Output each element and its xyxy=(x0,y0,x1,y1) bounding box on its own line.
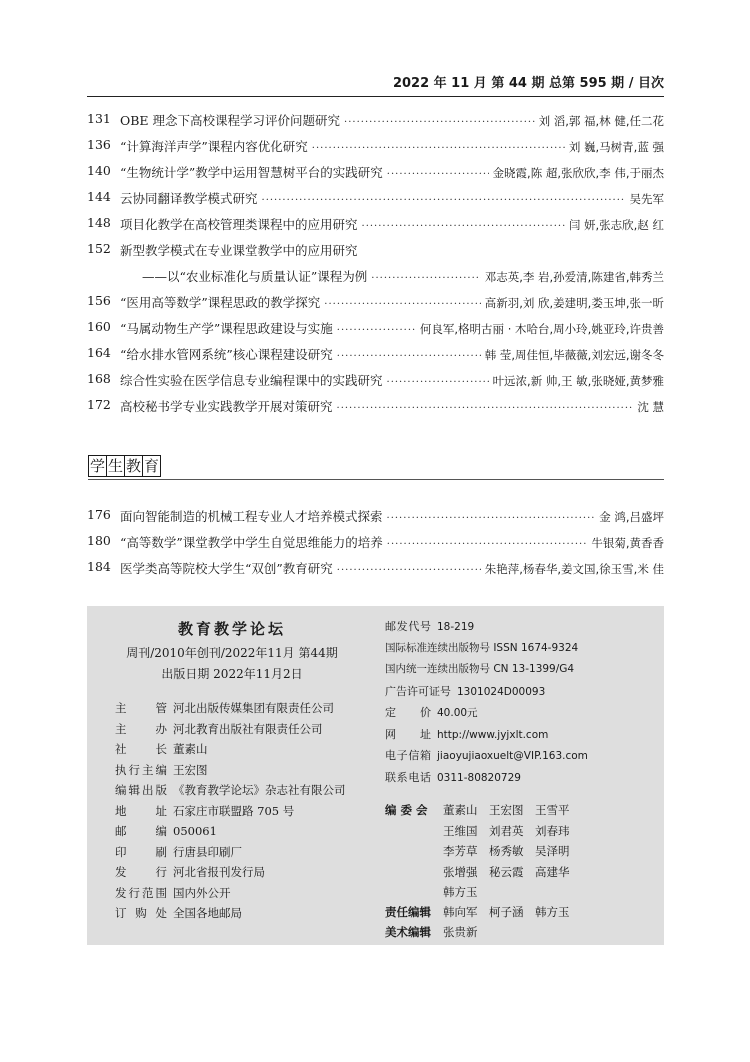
toc-authors: 韩 莹,周佳恒,毕薇薇,刘宏远,谢冬冬 xyxy=(484,348,664,362)
toc-title: “计算海洋声学”课程内容优化研究 xyxy=(120,139,308,154)
toc-list-2 xyxy=(87,503,664,581)
toc-page-number: 180 xyxy=(87,533,111,548)
toc-line xyxy=(142,267,664,285)
publication-info-row xyxy=(385,747,588,763)
publication-info-row xyxy=(385,683,545,699)
magazine-issue: 周刊/2010年创刊/2022年11月 第44期 xyxy=(126,646,338,660)
toc-page-number: 140 xyxy=(87,163,111,178)
toc-entry[interactable] xyxy=(87,341,664,367)
toc-entry[interactable] xyxy=(87,367,664,393)
dot-leader xyxy=(387,169,489,180)
toc-page-number: 136 xyxy=(87,137,111,152)
masthead-info-row xyxy=(115,782,346,798)
info-value: 河北教育出版社有限责任公司 xyxy=(173,721,323,736)
editorial-board-row xyxy=(443,864,581,880)
dot-leader xyxy=(337,351,481,362)
toc-authors: 邓志英,李 岩,孙爱清,陈建省,韩秀兰 xyxy=(484,270,664,284)
toc-entry[interactable] xyxy=(87,529,664,555)
toc-line xyxy=(120,559,664,577)
info-key: 电子信箱 xyxy=(385,749,431,762)
board-member-name: 秘云霞 xyxy=(489,864,524,879)
info-key: 广告许可证号 xyxy=(385,684,451,698)
masthead-info-row xyxy=(115,905,242,921)
toc-page-number: 168 xyxy=(87,371,111,386)
toc-entry[interactable] xyxy=(87,315,664,341)
toc-page-number: 176 xyxy=(87,507,111,522)
toc-page-number: 156 xyxy=(87,293,111,308)
editor-name: 柯子涵 xyxy=(489,905,524,919)
info-value: 1301024D00093 xyxy=(457,685,546,698)
editorial-board-row xyxy=(443,802,581,818)
toc-title: 面向智能制造的机械工程专业人才培养模式探索 xyxy=(120,509,383,524)
dot-leader xyxy=(337,565,481,576)
toc-line xyxy=(120,507,664,525)
info-value: 40.00元 xyxy=(437,707,478,719)
page-header: 2022 年 11 月 第 44 期 总第 595 期 / 目次 xyxy=(392,76,664,91)
dot-leader xyxy=(371,273,480,284)
header-divider xyxy=(87,96,664,97)
info-key: 订购处 xyxy=(115,906,167,920)
info-key: 定价 xyxy=(385,706,431,719)
toc-authors: 高新羽,刘 欣,姜建明,娄玉坤,张一昕 xyxy=(484,296,664,310)
toc-page-number: 184 xyxy=(87,559,111,574)
toc-title: 新型教学模式在专业课堂教学中的应用研究 xyxy=(120,243,358,258)
toc-line xyxy=(120,371,664,389)
board-member-name: 王维国 xyxy=(443,823,478,838)
toc-title: 项目化教学在高校管理类课程中的应用研究 xyxy=(120,217,358,232)
toc-line xyxy=(120,293,664,311)
toc-entry[interactable] xyxy=(87,159,664,185)
dot-leader xyxy=(262,195,626,206)
masthead-right xyxy=(385,606,664,945)
toc-entry[interactable] xyxy=(87,289,664,315)
toc-list-1 xyxy=(87,107,664,419)
info-key: 邮编 xyxy=(115,824,167,838)
section-title-char: 生 xyxy=(108,457,124,475)
masthead-info-row xyxy=(115,823,217,839)
dot-leader xyxy=(324,299,480,310)
publication-info-row xyxy=(385,769,521,785)
toc-authors: 牛银菊,黄香香 xyxy=(591,536,664,550)
masthead-info-row xyxy=(115,844,242,860)
toc-authors: 金晓霞,陈 超,张欣欣,李 伟,于丽杰 xyxy=(492,166,664,180)
info-value: 18-219 xyxy=(437,621,475,633)
dot-leader xyxy=(362,221,565,232)
masthead-info-row xyxy=(115,864,265,880)
toc-entry[interactable] xyxy=(87,393,664,419)
info-value: 王宏图 xyxy=(173,762,208,777)
toc-title: ——以“农业标准化与质量认证”课程为例 xyxy=(142,269,368,284)
editorial-board-row xyxy=(443,843,581,859)
responsible-editor-label: 责任编辑 xyxy=(385,905,431,919)
masthead-panel xyxy=(87,606,664,945)
board-member-name: 李芳草 xyxy=(443,844,478,858)
info-key: 主管 xyxy=(115,701,167,715)
info-value: 全国各地邮局 xyxy=(173,906,242,920)
info-value: 《教育教学论坛》杂志社有限公司 xyxy=(173,783,346,797)
board-member-name: 韩方玉 xyxy=(443,885,478,899)
section-title-student-education xyxy=(88,455,160,477)
publication-info-row xyxy=(385,661,574,676)
toc-title: 医学类高等院校大学生“双创”教育研究 xyxy=(120,561,333,576)
info-value: 董素山 xyxy=(173,742,208,756)
masthead-info-row xyxy=(115,700,334,716)
section-title-char: 教 xyxy=(126,457,142,475)
toc-authors: 朱艳萍,杨春华,姜文国,徐玉雪,米 佳 xyxy=(484,562,664,576)
info-value: 050061 xyxy=(173,824,217,838)
board-member-name: 吴泽明 xyxy=(535,844,570,858)
toc-title: OBE 理念下高校课程学习评价问题研究 xyxy=(120,113,341,128)
editorial-board-label: 编 委 会 xyxy=(385,803,428,817)
masthead-info-row xyxy=(115,803,294,819)
info-value: 0311-80820729 xyxy=(437,771,521,784)
info-key: 联系电话 xyxy=(385,770,431,784)
toc-line xyxy=(120,319,664,337)
editor-name: 韩向军 xyxy=(443,905,478,919)
magazine-name: 教育教学论坛 xyxy=(177,620,286,638)
dot-leader xyxy=(387,539,588,550)
board-member-name: 杨秀敏 xyxy=(489,844,524,858)
toc-line xyxy=(120,215,664,233)
info-value: 河北省报刊发行局 xyxy=(173,865,265,879)
board-member-name: 刘君英 xyxy=(489,823,524,838)
dot-leader xyxy=(387,377,489,388)
section-title-char: 学 xyxy=(90,457,106,475)
toc-page-number: 164 xyxy=(87,345,111,360)
toc-title: 高校秘书学专业实践教学开展对策研究 xyxy=(120,399,333,414)
info-value: 河北出版传媒集团有限责任公司 xyxy=(173,701,334,715)
masthead-info-row xyxy=(115,885,231,901)
art-editors xyxy=(443,924,489,940)
toc-authors: 闫 妍,张志欣,赵 红 xyxy=(568,218,664,232)
toc-authors: 金 鸿,吕盛坪 xyxy=(599,510,664,524)
info-value: jiaoyujiaoxuelt@VIP.163.com xyxy=(437,750,588,762)
masthead-left xyxy=(87,606,377,945)
section-title-char: 育 xyxy=(144,457,160,475)
info-value: 国内外公开 xyxy=(173,885,231,900)
dot-leader xyxy=(312,143,565,154)
toc-line xyxy=(120,345,664,363)
toc-entry[interactable] xyxy=(87,185,664,211)
info-value: 行唐县印刷厂 xyxy=(173,844,242,859)
toc-page-number: 131 xyxy=(87,111,111,126)
toc-authors: 何良军,格明古丽 · 木哈台,周小玲,姚亚玲,许贵善 xyxy=(419,322,664,336)
toc-line xyxy=(120,533,664,551)
toc-title: “给水排水管网系统”核心课程建设研究 xyxy=(120,347,333,362)
toc-authors: 沈 慧 xyxy=(637,400,664,414)
toc-page-number: 160 xyxy=(87,319,111,334)
toc-page-number: 144 xyxy=(87,189,111,204)
publication-info-row xyxy=(385,704,478,720)
toc-title: “马属动物生产学”课程思政建设与实施 xyxy=(120,321,333,336)
board-member-name: 刘春玮 xyxy=(535,823,570,838)
toc-entry[interactable] xyxy=(87,107,664,133)
board-member-name: 王宏图 xyxy=(489,803,524,817)
board-member-name: 张增强 xyxy=(443,864,478,879)
info-key: 发行范围 xyxy=(115,885,167,900)
toc-authors: 吴先军 xyxy=(629,192,664,206)
toc-entry[interactable] xyxy=(87,503,664,529)
dot-leader xyxy=(344,117,535,128)
info-key: 编辑出版 xyxy=(115,783,167,797)
toc-line xyxy=(120,189,664,207)
publication-info-row xyxy=(385,726,548,742)
toc-authors: 刘 巍,马树青,蓝 强 xyxy=(568,140,664,154)
toc-line xyxy=(120,137,664,155)
board-member-name: 董素山 xyxy=(443,803,478,817)
editor-name: 张贵新 xyxy=(443,925,478,939)
dot-leader xyxy=(337,403,634,414)
masthead-info-row xyxy=(115,762,208,778)
info-value: 石家庄市联盟路 705 号 xyxy=(173,803,295,818)
toc-page-number: 148 xyxy=(87,215,111,230)
dot-leader xyxy=(387,513,596,524)
toc-authors: 叶远浓,新 帅,王 敏,张晓娅,黄梦雅 xyxy=(492,374,664,388)
info-key: 执行主编 xyxy=(115,762,167,777)
responsible-editors xyxy=(443,904,581,920)
toc-authors: 刘 滔,郭 福,林 健,任二花 xyxy=(538,114,664,128)
toc-entry[interactable] xyxy=(87,263,664,289)
masthead-info-row xyxy=(115,721,323,737)
dot-leader xyxy=(337,325,416,336)
editorial-board-row xyxy=(443,884,489,900)
editorial-board-row xyxy=(443,823,581,839)
info-value: http://www.jyjxlt.com xyxy=(437,728,549,741)
info-key: 网址 xyxy=(385,727,431,741)
editor-name: 韩方玉 xyxy=(535,905,570,919)
info-key: 主办 xyxy=(115,721,167,736)
toc-title: 综合性实验在医学信息专业编程课中的实践研究 xyxy=(120,373,383,388)
info-key: 地址 xyxy=(115,803,167,818)
info-key: 印刷 xyxy=(115,844,167,859)
publication-date: 出版日期 2022年11月2日 xyxy=(161,667,303,681)
toc-entry[interactable] xyxy=(87,133,664,159)
board-member-name: 高建华 xyxy=(535,864,570,879)
info-key: 发行 xyxy=(115,865,167,879)
masthead-info-row xyxy=(115,741,208,757)
info-key: 社长 xyxy=(115,742,167,756)
toc-line xyxy=(120,111,664,129)
info-value: 国内统一连续出版物号 CN 13-1399/G4 xyxy=(385,663,575,675)
info-key: 邮发代号 xyxy=(385,620,431,633)
board-member-name: 王雪平 xyxy=(535,803,570,817)
section-divider xyxy=(88,479,664,480)
toc-line xyxy=(120,397,664,415)
toc-page-number: 152 xyxy=(87,241,111,256)
toc-entry[interactable] xyxy=(87,237,664,263)
publication-info-row xyxy=(385,640,578,655)
toc-page-number: 172 xyxy=(87,397,111,412)
toc-title: “生物统计学”教学中运用智慧树平台的实践研究 xyxy=(120,165,383,180)
toc-title: “高等数学”课堂教学中学生自觉思维能力的培养 xyxy=(120,535,383,550)
art-editor-label: 美术编辑 xyxy=(385,925,431,939)
toc-line xyxy=(120,163,664,181)
toc-title: “医用高等数学”课程思政的教学探究 xyxy=(120,295,321,310)
publication-info-row xyxy=(385,618,474,634)
info-value: 国际标准连续出版物号 ISSN 1674-9324 xyxy=(385,641,579,654)
toc-entry[interactable] xyxy=(87,211,664,237)
toc-entry[interactable] xyxy=(87,555,664,581)
toc-title: 云协同翻译教学模式研究 xyxy=(120,191,258,206)
